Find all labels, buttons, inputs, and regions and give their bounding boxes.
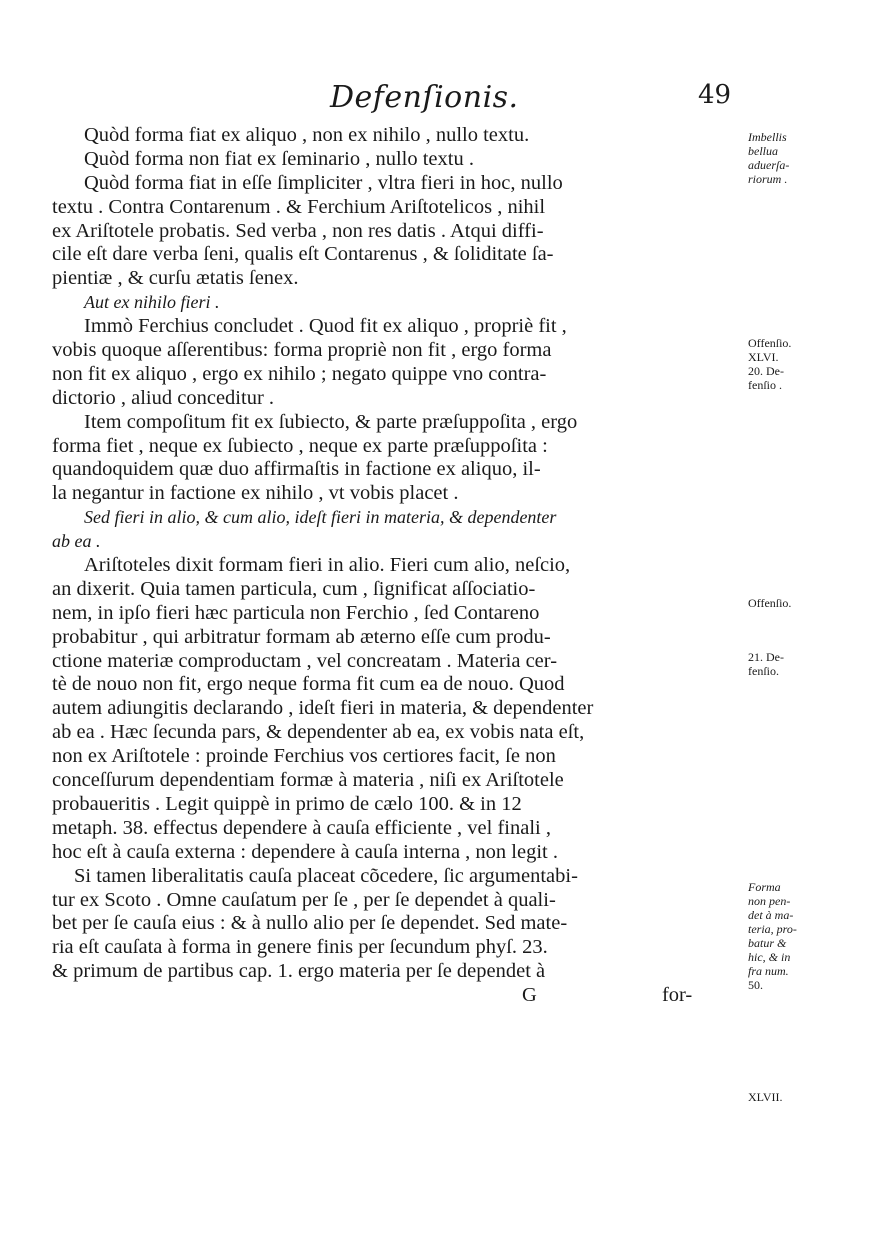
text-line: ab ea . Hæc ſecunda pars, & dependenter ab ea, ex vobis nata eſt, <box>52 721 585 744</box>
text-line: tè de nouo non fit, ergo neque forma fit cum ea de nouo. Quod <box>52 673 565 696</box>
text-line: an dixerit. Quia tamen particula, cum , ſignificat aſſociatio- <box>52 577 536 600</box>
catchword-line <box>52 984 742 1008</box>
text-line: tur ex Scoto . Omne cauſatum per ſe , per ſe dependet à quali- <box>52 888 556 911</box>
quoted-objection: Sed fieri in alio, & cum alio, ideſt fieri in materia, & dependenter <box>84 507 557 528</box>
page-number: 49 <box>698 80 732 110</box>
margin-note-forma: Forma non pen- det à ma- teria, pro- batur & hic, & in fra num. 50. <box>748 880 797 992</box>
text-line: non ex Ariſtotele : proinde Ferchius vos certiores facit, ſe non <box>52 745 556 768</box>
quoted-objection: Aut ex nihilo fieri . <box>84 292 220 313</box>
text-line: pientiæ , & curſu ætatis ſenex. <box>52 267 299 290</box>
text-line: Quòd forma fiat ex aliquo , non ex nihilo , nullo textu. <box>84 124 530 146</box>
text-line: probabitur , qui arbitratur formam ab æterno eſſe cum produ- <box>52 625 551 648</box>
text-line: ria eſt cauſata à forma in genere finis per ſecundum phyſ. 23. <box>52 936 548 959</box>
text-line: non fit ex aliquo , ergo ex nihilo ; negato quippe vno contra- <box>52 362 547 385</box>
text-line: ctione materiæ comproductam , vel concreatam . Materia cer- <box>52 649 558 672</box>
text-line: ex Ariſtotele probatis. Sed verba , non res datis . Atqui diffi- <box>52 219 544 242</box>
text-line: Quòd forma fiat in eſſe ſimpliciter , vltra fieri in hoc, nullo <box>84 171 563 194</box>
signature-mark: G <box>522 984 537 1007</box>
text-line: forma fiet , neque ex ſubiecto , neque ex parte præſuppoſita : <box>52 434 548 457</box>
text-line: bet per ſe cauſa eius : & à nullo alio per ſe dependet. Sed mate- <box>52 912 568 935</box>
text-line: dictorio , aliud conceditur . <box>52 386 275 409</box>
text-line: nem, in ipſo fieri hæc particula non Ferchio , ſed Contareno <box>52 601 540 624</box>
quoted-objection: ab ea . <box>52 531 101 552</box>
text-line: & primum de partibus cap. 1. ergo materia per ſe dependet à <box>52 960 546 983</box>
text-line: autem adiungitis declarando , ideſt fieri in materia, & dependenter <box>52 697 594 720</box>
text-line: probaueritis . Legit quippè in primo de cælo 100. & in 12 <box>52 792 522 815</box>
running-header: Defenſionis. <box>330 80 519 115</box>
text-line: vobis quoque aſſerentibus: forma propriè non fit , ergo forma <box>52 339 552 362</box>
text-line: quandoquidem quæ duo affirmaſtis in factione ex aliquo, il- <box>52 458 541 481</box>
text-line: la negantur in factione ex nihilo , vt vobis placet . <box>52 482 459 505</box>
margin-note-defensio-21: 21. De- fenſio. <box>748 650 784 678</box>
margin-note-imbellis: Imbellis bellua aduerſa- riorum . <box>748 130 790 186</box>
text-line: Immò Ferchius concludet . Quod fit ex aliquo , propriè fit , <box>84 315 567 338</box>
text-line: textu . Contra Contarenum . & Ferchium Ariſtotelicos , nihil <box>52 195 546 218</box>
body-text <box>52 124 742 1008</box>
text-line: Item compoſitum fit ex ſubiecto, & parte præſuppoſita , ergo <box>84 410 578 433</box>
text-line: Quòd forma non fiat ex ſeminario , nullo textu . <box>84 147 474 170</box>
text-line: conceſſurum dependentiam formæ à materia , niſi ex Ariſtotele <box>52 769 564 792</box>
margin-note-offensio-46: Offenſio. XLVI. 20. De- fenſio . <box>748 336 792 392</box>
text-line: hoc eſt à cauſa externa : dependere à cauſa interna , non legit . <box>52 840 558 863</box>
text-line: metaph. 38. effectus dependere à cauſa efficiente , vel finali , <box>52 816 551 839</box>
margin-note-offensio: Offenſio. <box>748 596 792 610</box>
text-line: Si tamen liberalitatis cauſa placeat cõcedere, ſic argumentabi- <box>74 864 578 887</box>
text-line: Ariſtoteles dixit formam fieri in alio. Fieri cum alio, neſcio, <box>84 554 571 577</box>
text-line: cile eſt dare verba ſeni, qualis eſt Contarenus , & ſoliditate ſa- <box>52 243 554 266</box>
margin-note-xlvii: XLVII. <box>748 1090 783 1104</box>
catchword: for- <box>661 984 693 1007</box>
